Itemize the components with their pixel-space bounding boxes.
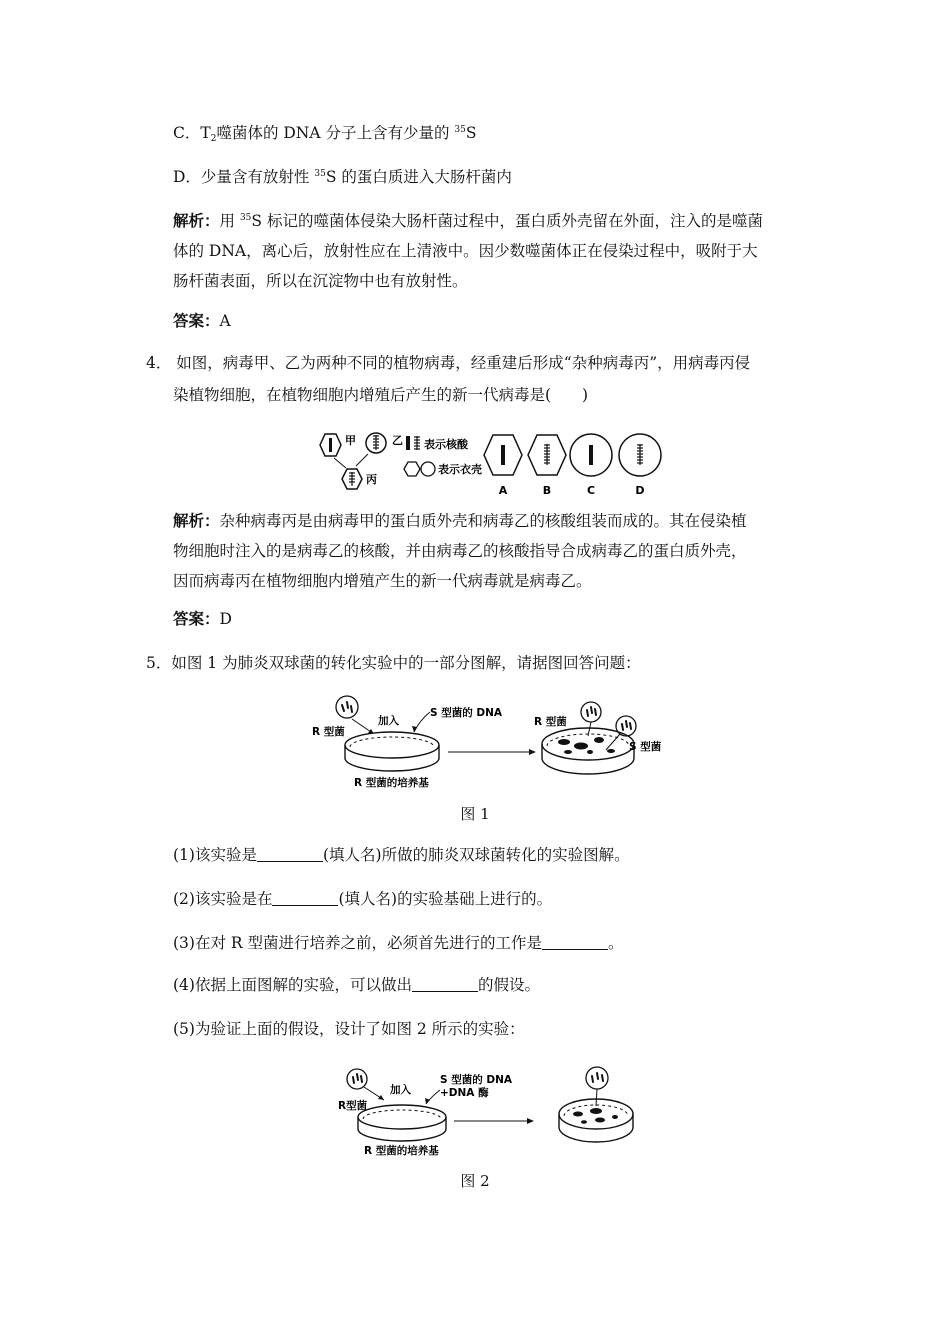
- q5-sub4: (4)依据上面图解的实验，可以做出 的假设。: [173, 970, 540, 1000]
- q4-analysis-line2: 物细胞时注入的是病毒乙的核酸，并由病毒乙的核酸指导合成病毒乙的蛋白质外壳，: [173, 542, 747, 560]
- blank-2[interactable]: [272, 887, 338, 906]
- legend-nucleic: 表示核酸: [424, 438, 468, 451]
- blank-4[interactable]: [412, 973, 478, 992]
- q5-sub2: (2)该实验是在 (填人名)的实验基础上进行的。: [173, 884, 552, 914]
- q3-analysis-line1: 解析：用 $^{35}$S 标记的噬菌体侵染大肠杆菌过程中，蛋白质外壳留在外面，注入的是噬菌: [173, 211, 763, 230]
- legend-coat: 表示衣壳: [438, 463, 482, 476]
- petri-dish-2: [542, 728, 634, 760]
- q4-stem-line2: 染植物细胞，在植物细胞内增殖后产生的新一代病毒是( ): [173, 386, 589, 404]
- q3-analysis-line2: 体的 DNA，离心后，放射性应在上清液中。因少数噬菌体正在侵染过程中，吸附于大: [173, 242, 758, 260]
- fig2-enzyme-label: +DNA 酶: [440, 1087, 489, 1099]
- q4-stem-line1: 4． 如图，病毒甲、乙为两种不同的植物病毒，经重建后形成“杂种病毒丙”，用病毒丙侵: [146, 354, 751, 372]
- fig1-medium-label: R 型菌的培养基: [354, 777, 429, 789]
- label-jia: 甲: [345, 434, 356, 447]
- fig-option-b: B: [542, 484, 552, 497]
- fig2-s-dna-label: S 型菌的 DNA: [440, 1074, 513, 1086]
- fig1-r-label: R 型菌: [312, 726, 345, 738]
- fig1-s-label: S 型菌: [629, 741, 662, 753]
- q3-analysis-line3: 肠杆菌表面，所以在沉淀物中也有放射性。: [173, 272, 468, 290]
- answer-label: 答案：: [173, 311, 220, 330]
- figure-2-caption: 图 2: [460, 1172, 490, 1190]
- virus-figure: [312, 424, 672, 502]
- coat-circle-icon: [421, 462, 435, 476]
- blank-3[interactable]: [542, 931, 608, 950]
- fig-option-c: C: [586, 484, 596, 497]
- label-bing: 丙: [366, 473, 377, 486]
- coat-hexagon-icon: [404, 462, 420, 476]
- fig-option-d: D: [635, 484, 645, 497]
- option-c: C．$T_2$噬菌体的 DNA 分子上含有少量的 $^{35}$S: [173, 124, 477, 144]
- answer-label: 答案：: [173, 609, 220, 628]
- fig2-medium-label: R 型菌的培养基: [364, 1145, 439, 1157]
- fig2-r-label: R型菌: [338, 1100, 368, 1112]
- petri-dish-3: [358, 1105, 446, 1129]
- option-d: D．少量含有放射性 $^{35}$S 的蛋白质进入大肠杆菌内: [173, 168, 512, 186]
- fig2-add-label: 加入: [390, 1084, 411, 1096]
- q4-answer: 答案：D: [173, 609, 232, 628]
- nucleic-acid-bar-icon: [406, 436, 410, 450]
- fig1-add-label: 加入: [378, 715, 399, 727]
- analysis-label: 解析：: [173, 211, 220, 230]
- q5-sub5: (5)为验证上面的假设，设计了如图 2 所示的实验：: [173, 1020, 525, 1038]
- fig-option-a: A: [498, 484, 508, 497]
- q5-sub1: (1)该实验是 (填人名)所做的肺炎双球菌转化的实验图解。: [173, 840, 630, 870]
- analysis-label: 解析：: [173, 511, 220, 530]
- q3-answer: 答案：A: [173, 311, 231, 330]
- fig1-s-dna-label: S 型菌的 DNA: [430, 707, 503, 719]
- figure-1: [306, 690, 676, 796]
- figure-1-caption: 图 1: [460, 805, 490, 823]
- q5-sub3: (3)在对 R 型菌进行培养之前，必须首先进行的工作是 。: [173, 928, 624, 958]
- blank-1[interactable]: [257, 843, 323, 862]
- q4-analysis-line1: 解析：杂种病毒丙是由病毒甲的蛋白质外壳和病毒乙的核酸组装而成的。其在侵染植: [173, 511, 747, 530]
- q5-intro: 5．如图 1 为肺炎双球菌的转化实验中的一部分图解，请据图回答问题：: [146, 654, 641, 672]
- petri-dish-1: [345, 732, 439, 758]
- fig1-r-label-2: R 型菌: [534, 716, 567, 728]
- q4-analysis-line3: 因而病毒丙在植物细胞内增殖产生的新一代病毒就是病毒乙。: [173, 572, 592, 590]
- label-yi: 乙: [392, 434, 403, 447]
- figure-2: [334, 1062, 644, 1160]
